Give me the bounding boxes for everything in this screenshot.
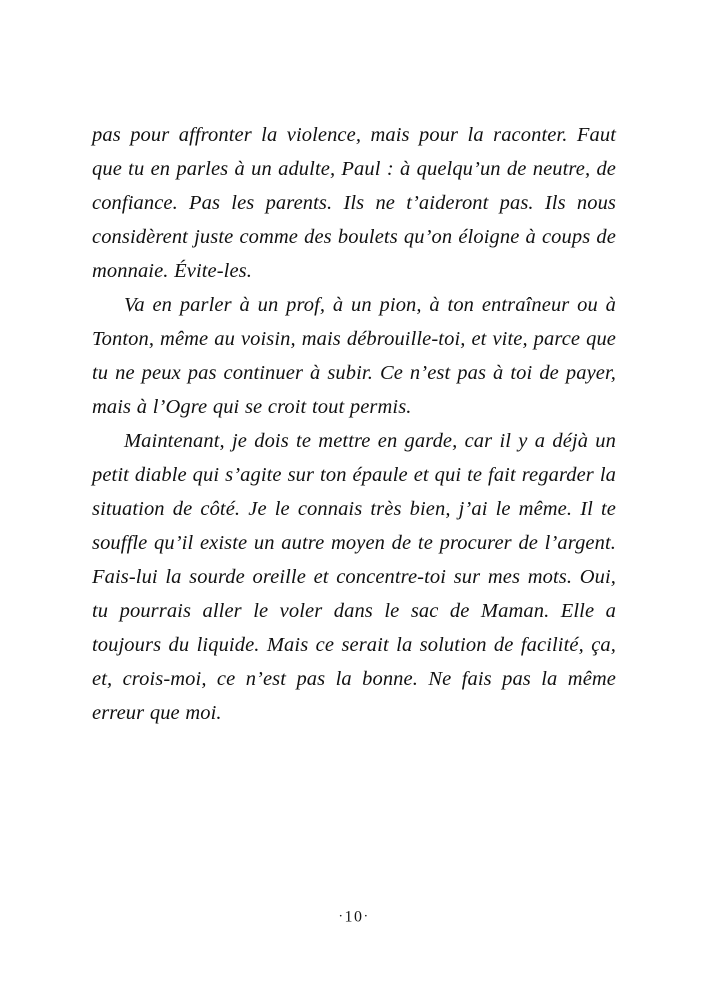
folio-left-ornament-icon: · [338,909,345,925]
folio-right-ornament-icon: · [363,909,370,925]
paragraph-continuation: pas pour affronter la violence, mais pour la raconter. Faut que tu en parles à un adulte, Paul : à quelqu’un de neutre, de confiance. Pas les parents. Ils ne t’aideront pas. Ils nous considèrent juste comme des boulets qu’on éloigne à coups de monnaie. Évite-les. [92,124,616,282]
page-number-footer [0,908,708,926]
body-text-block [92,118,616,730]
paragraph-maintenant: Maintenant, je dois te mettre en garde, car il y a déjà un petit diable qui s’agite sur ton épaule et qui te fait regarder la situation de côté. Je le connais très bien, j’ai le même. Il te souffle qu’il existe un autre moyen de te procurer de l’argent. Fais-lui la sourde oreille et concentre-toi sur mes mots. Oui, tu pourrais aller le voler dans le sac de Maman. Elle a toujours du liquide. Mais ce serait la solution de facilité, ça, et, crois-moi, ce n’est pas la bonne. Ne fais pas la même erreur que moi. [92,430,616,724]
paragraph-va-en-parler: Va en parler à un prof, à un pion, à ton entraîneur ou à Tonton, même au voisin, mais débrouille-toi, et vite, parce que tu ne peux pas continuer à subir. Ce n’est pas à toi de payer, mais à l’Ogre qui se croit tout permis. [92,294,616,418]
folio-number: 10 [344,908,364,926]
